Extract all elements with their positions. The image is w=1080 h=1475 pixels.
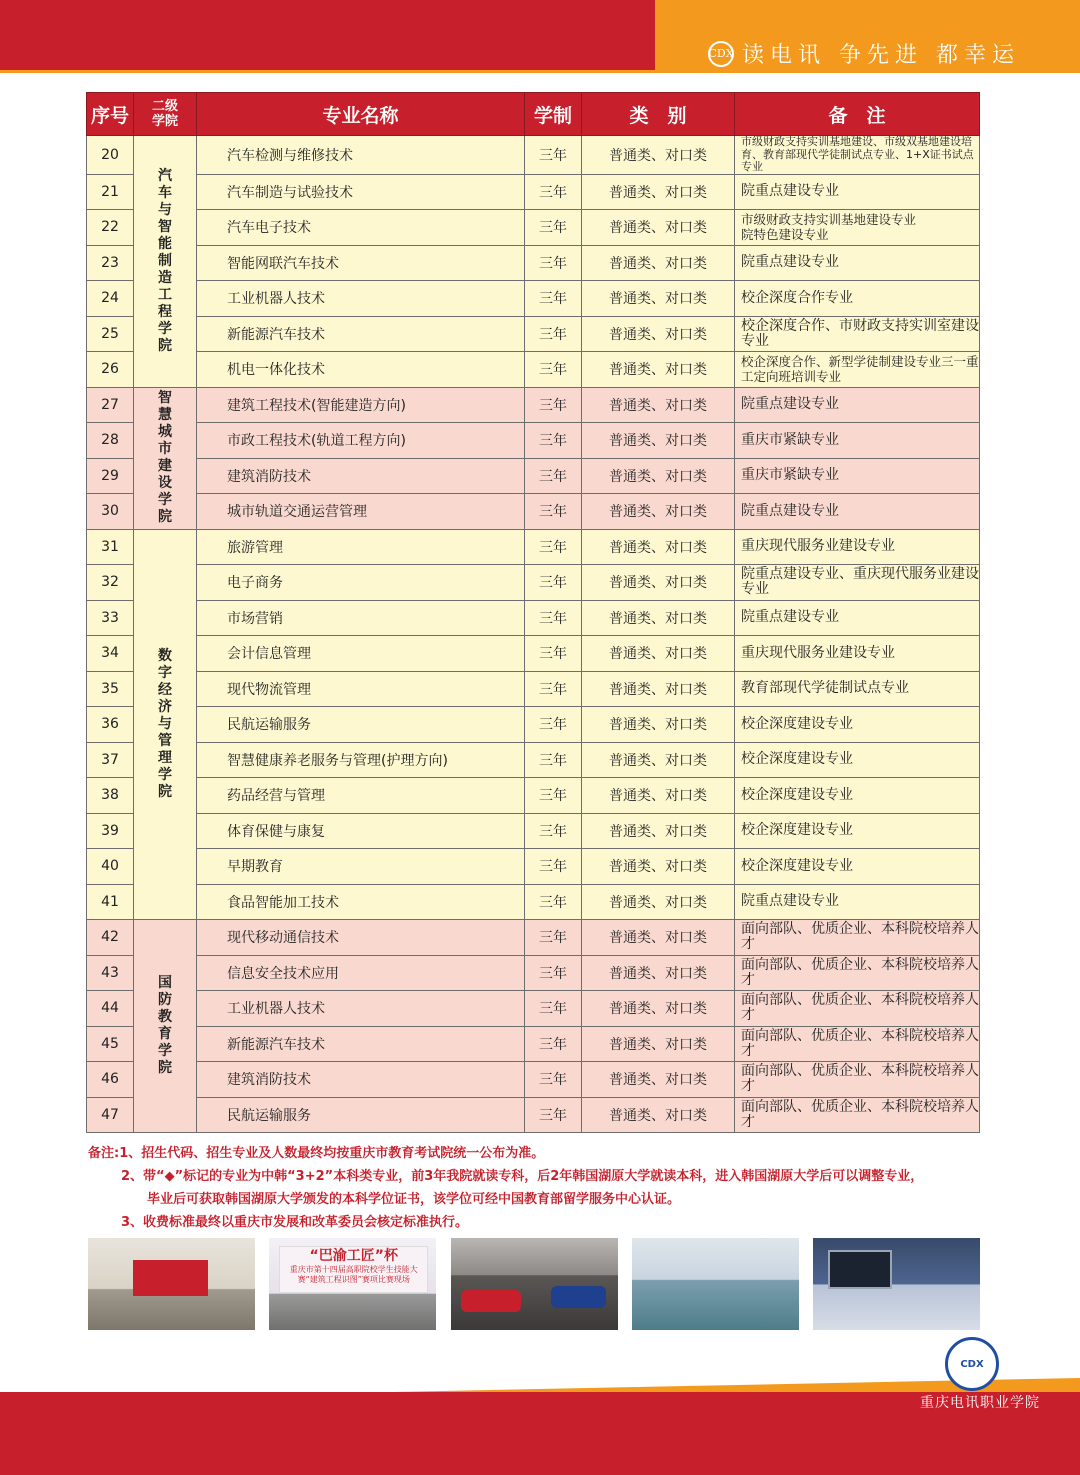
study-length: 三年 <box>525 600 582 636</box>
table-row <box>87 174 980 210</box>
study-length: 三年 <box>525 778 582 814</box>
row-number: 27 <box>87 387 134 423</box>
study-length: 三年 <box>525 955 582 991</box>
study-length: 三年 <box>525 210 582 246</box>
major-note: 校企深度合作、市财政支持实训室建设专业 <box>735 316 980 352</box>
major-note: 面向部队、优质企业、本科院校培养人才 <box>735 991 980 1027</box>
table-row <box>87 565 980 601</box>
major-note: 校企深度建设专业 <box>735 778 980 814</box>
major-name: 会计信息管理 <box>197 636 525 672</box>
major-note: 院重点建设专业 <box>735 494 980 530</box>
table-row <box>87 813 980 849</box>
header-category: 类 别 <box>582 93 735 136</box>
study-length: 三年 <box>525 707 582 743</box>
admission-category: 普通类、对口类 <box>582 920 735 956</box>
admission-category: 普通类、对口类 <box>582 636 735 672</box>
major-note: 校企深度合作专业 <box>735 281 980 317</box>
row-number: 47 <box>87 1097 134 1133</box>
table-row <box>87 1026 980 1062</box>
admission-category: 普通类、对口类 <box>582 494 735 530</box>
study-length: 三年 <box>525 387 582 423</box>
admission-category: 普通类、对口类 <box>582 245 735 281</box>
table-row <box>87 136 980 175</box>
major-note: 重庆现代服务业建设专业 <box>735 636 980 672</box>
admission-category: 普通类、对口类 <box>582 1062 735 1098</box>
table-row <box>87 210 980 246</box>
study-length: 三年 <box>525 1097 582 1133</box>
major-note: 面向部队、优质企业、本科院校培养人才 <box>735 955 980 991</box>
table-row <box>87 671 980 707</box>
row-number: 43 <box>87 955 134 991</box>
major-note: 院重点建设专业 <box>735 387 980 423</box>
row-number: 21 <box>87 174 134 210</box>
header-num: 序号 <box>87 93 134 136</box>
admission-category: 普通类、对口类 <box>582 281 735 317</box>
major-note: 院重点建设专业、重庆现代服务业建设专业 <box>735 565 980 601</box>
row-number: 26 <box>87 352 134 388</box>
row-number: 45 <box>87 1026 134 1062</box>
header-note: 备 注 <box>735 93 980 136</box>
car-shape <box>551 1286 606 1308</box>
major-name: 新能源汽车技术 <box>197 316 525 352</box>
study-length: 三年 <box>525 281 582 317</box>
major-name: 城市轨道交通运营管理 <box>197 494 525 530</box>
major-name: 汽车电子技术 <box>197 210 525 246</box>
photo-strip <box>88 1238 980 1330</box>
row-number: 39 <box>87 813 134 849</box>
admission-category: 普通类、对口类 <box>582 813 735 849</box>
table-row <box>87 1062 980 1098</box>
admission-category: 普通类、对口类 <box>582 387 735 423</box>
study-length: 三年 <box>525 920 582 956</box>
admission-category: 普通类、对口类 <box>582 1026 735 1062</box>
table-row <box>87 281 980 317</box>
table-row <box>87 387 980 423</box>
study-length: 三年 <box>525 742 582 778</box>
admission-category: 普通类、对口类 <box>582 210 735 246</box>
table-row <box>87 778 980 814</box>
study-length: 三年 <box>525 316 582 352</box>
admission-category: 普通类、对口类 <box>582 955 735 991</box>
major-name: 民航运输服务 <box>197 707 525 743</box>
row-number: 32 <box>87 565 134 601</box>
row-number: 20 <box>87 136 134 175</box>
admission-category: 普通类、对口类 <box>582 742 735 778</box>
admission-category: 普通类、对口类 <box>582 316 735 352</box>
major-name: 早期教育 <box>197 849 525 885</box>
major-note: 校企深度建设专业 <box>735 707 980 743</box>
college-cell <box>134 920 197 1133</box>
photo-competition <box>269 1238 436 1330</box>
major-note: 面向部队、优质企业、本科院校培养人才 <box>735 1026 980 1062</box>
major-name: 汽车制造与试验技术 <box>197 174 525 210</box>
study-length: 三年 <box>525 494 582 530</box>
admission-category: 普通类、对口类 <box>582 423 735 459</box>
top-divider <box>0 70 1080 73</box>
note-2a: 2、带“◆”标记的专业为中韩“3+2”本科类专业，前3年我院就读专科，后2年韩国湖原大学就读本科，进入韩国湖原大学后可以调整专业， <box>121 1169 924 1184</box>
major-name: 民航运输服务 <box>197 1097 525 1133</box>
admission-category: 普通类、对口类 <box>582 352 735 388</box>
major-name: 市政工程技术(轨道工程方向) <box>197 423 525 459</box>
table-row <box>87 991 980 1027</box>
admission-category: 普通类、对口类 <box>582 1097 735 1133</box>
college-name: 数字经济与管理学院 <box>158 647 172 800</box>
college-name: 国防教育学院 <box>158 975 172 1076</box>
admission-category: 普通类、对口类 <box>582 778 735 814</box>
row-number: 40 <box>87 849 134 885</box>
college-cell <box>134 529 197 920</box>
study-length: 三年 <box>525 1062 582 1098</box>
table-row <box>87 600 980 636</box>
table-row <box>87 849 980 885</box>
footnotes <box>88 1142 988 1234</box>
major-name: 工业机器人技术 <box>197 991 525 1027</box>
major-note: 院重点建设专业 <box>735 174 980 210</box>
table-row <box>87 529 980 565</box>
major-name: 食品智能加工技术 <box>197 884 525 920</box>
major-name: 建筑消防技术 <box>197 458 525 494</box>
header-slogan <box>708 38 1020 69</box>
college-cell <box>134 387 197 529</box>
row-number: 38 <box>87 778 134 814</box>
row-number: 24 <box>87 281 134 317</box>
admission-category: 普通类、对口类 <box>582 174 735 210</box>
photo-lab <box>632 1238 799 1330</box>
college-name: 智慧城市建设学院 <box>158 390 172 525</box>
study-length: 三年 <box>525 671 582 707</box>
banner-title: “巴渝工匠”杯 <box>309 1248 398 1264</box>
major-note: 院重点建设专业 <box>735 245 980 281</box>
major-note: 重庆现代服务业建设专业 <box>735 529 980 565</box>
major-note: 市级财政支持实训基地建设、市级双基地建设培育、教育部现代学徒制试点专业、1+X证书试点专业 <box>735 136 980 175</box>
majors-table <box>86 92 980 1133</box>
row-number: 23 <box>87 245 134 281</box>
red-wall-decor <box>133 1260 208 1296</box>
row-number: 28 <box>87 423 134 459</box>
admission-category: 普通类、对口类 <box>582 600 735 636</box>
row-number: 33 <box>87 600 134 636</box>
row-number: 42 <box>87 920 134 956</box>
footer-school-name: 重庆电讯职业学院 <box>920 1395 1040 1411</box>
admission-category: 普通类、对口类 <box>582 671 735 707</box>
admission-category: 普通类、对口类 <box>582 884 735 920</box>
study-length: 三年 <box>525 813 582 849</box>
competition-banner <box>279 1246 428 1293</box>
major-name: 体育保健与康复 <box>197 813 525 849</box>
admission-category: 普通类、对口类 <box>582 707 735 743</box>
major-name: 汽车检测与维修技术 <box>197 136 525 175</box>
banner-subtitle: 重庆市第十四届高职院校学生技能大赛“建筑工程识图”赛项比赛现场 <box>289 1265 418 1284</box>
photo-training-room <box>88 1238 255 1330</box>
header-system: 学制 <box>525 93 582 136</box>
table-row <box>87 423 980 459</box>
table-row <box>87 1097 980 1133</box>
display-screen <box>828 1250 892 1289</box>
table-row <box>87 884 980 920</box>
major-note: 教育部现代学徒制试点专业 <box>735 671 980 707</box>
school-seal-icon: CDX <box>945 1337 999 1391</box>
major-note: 校企深度建设专业 <box>735 849 980 885</box>
study-length: 三年 <box>525 636 582 672</box>
major-name: 信息安全技术应用 <box>197 955 525 991</box>
major-name: 建筑消防技术 <box>197 1062 525 1098</box>
row-number: 30 <box>87 494 134 530</box>
photo-exhibition-hall <box>813 1238 980 1330</box>
table-header-row <box>87 93 980 136</box>
study-length: 三年 <box>525 352 582 388</box>
major-name: 工业机器人技术 <box>197 281 525 317</box>
college-cell <box>134 136 197 388</box>
admission-category: 普通类、对口类 <box>582 458 735 494</box>
row-number: 36 <box>87 707 134 743</box>
admission-category: 普通类、对口类 <box>582 565 735 601</box>
major-name: 新能源汽车技术 <box>197 1026 525 1062</box>
major-note: 重庆市紧缺专业 <box>735 423 980 459</box>
admission-category: 普通类、对口类 <box>582 991 735 1027</box>
major-name: 现代移动通信技术 <box>197 920 525 956</box>
table-row <box>87 458 980 494</box>
admission-category: 普通类、对口类 <box>582 849 735 885</box>
major-note: 院重点建设专业 <box>735 884 980 920</box>
major-name: 药品经营与管理 <box>197 778 525 814</box>
car-shape <box>461 1290 521 1312</box>
table-row <box>87 352 980 388</box>
major-name: 旅游管理 <box>197 529 525 565</box>
row-number: 44 <box>87 991 134 1027</box>
row-number: 37 <box>87 742 134 778</box>
header-college: 二级 学院 <box>134 93 197 136</box>
study-length: 三年 <box>525 1026 582 1062</box>
table-row <box>87 742 980 778</box>
major-name: 市场营销 <box>197 600 525 636</box>
major-note: 校企深度建设专业 <box>735 813 980 849</box>
major-note: 院重点建设专业 <box>735 600 980 636</box>
row-number: 41 <box>87 884 134 920</box>
study-length: 三年 <box>525 245 582 281</box>
row-number: 46 <box>87 1062 134 1098</box>
major-name: 智慧健康养老服务与管理(护理方向) <box>197 742 525 778</box>
row-number: 35 <box>87 671 134 707</box>
study-length: 三年 <box>525 529 582 565</box>
note-2b: 毕业后可获取韩国湖原大学颁发的本科学位证书，该学位可经中国教育部留学服务中心认证。 <box>147 1192 681 1207</box>
major-note: 面向部队、优质企业、本科院校培养人才 <box>735 1062 980 1098</box>
note-1: 备注:1、招生代码、招生专业及人数最终均按重庆市教育考试院统一公布为准。 <box>88 1146 545 1161</box>
row-number: 29 <box>87 458 134 494</box>
row-number: 25 <box>87 316 134 352</box>
note-3: 3、收费标准最终以重庆市发展和改革委员会核定标准执行。 <box>121 1215 469 1230</box>
college-name: 汽车与智能制造工程学院 <box>158 167 172 354</box>
header-name: 专业名称 <box>197 93 525 136</box>
major-name: 建筑工程技术(智能建造方向) <box>197 387 525 423</box>
table-row <box>87 955 980 991</box>
row-number: 34 <box>87 636 134 672</box>
row-number: 31 <box>87 529 134 565</box>
study-length: 三年 <box>525 884 582 920</box>
major-name: 电子商务 <box>197 565 525 601</box>
row-number: 22 <box>87 210 134 246</box>
admission-category: 普通类、对口类 <box>582 529 735 565</box>
photo-auto-workshop <box>451 1238 618 1330</box>
major-note: 校企深度建设专业 <box>735 742 980 778</box>
study-length: 三年 <box>525 423 582 459</box>
study-length: 三年 <box>525 565 582 601</box>
table-row <box>87 245 980 281</box>
table-row <box>87 316 980 352</box>
table-row <box>87 636 980 672</box>
study-length: 三年 <box>525 849 582 885</box>
major-name: 现代物流管理 <box>197 671 525 707</box>
study-length: 三年 <box>525 458 582 494</box>
school-logo-icon: CDX <box>708 41 734 67</box>
major-note: 重庆市紧缺专业 <box>735 458 980 494</box>
major-note: 市级财政支持实训基地建设专业 院特色建设专业 <box>735 210 980 246</box>
table-row <box>87 494 980 530</box>
table-row <box>87 920 980 956</box>
admission-category: 普通类、对口类 <box>582 136 735 175</box>
major-note: 面向部队、优质企业、本科院校培养人才 <box>735 1097 980 1133</box>
major-note: 校企深度合作、新型学徒制建设专业三一重工定向班培训专业 <box>735 352 980 388</box>
study-length: 三年 <box>525 174 582 210</box>
footer-band <box>0 1392 1080 1475</box>
table-row <box>87 707 980 743</box>
major-name: 机电一体化技术 <box>197 352 525 388</box>
study-length: 三年 <box>525 991 582 1027</box>
major-name: 智能网联汽车技术 <box>197 245 525 281</box>
major-note: 面向部队、优质企业、本科院校培养人才 <box>735 920 980 956</box>
slogan-text: 读电讯 争先进 都幸运 <box>742 43 1020 68</box>
study-length: 三年 <box>525 136 582 175</box>
